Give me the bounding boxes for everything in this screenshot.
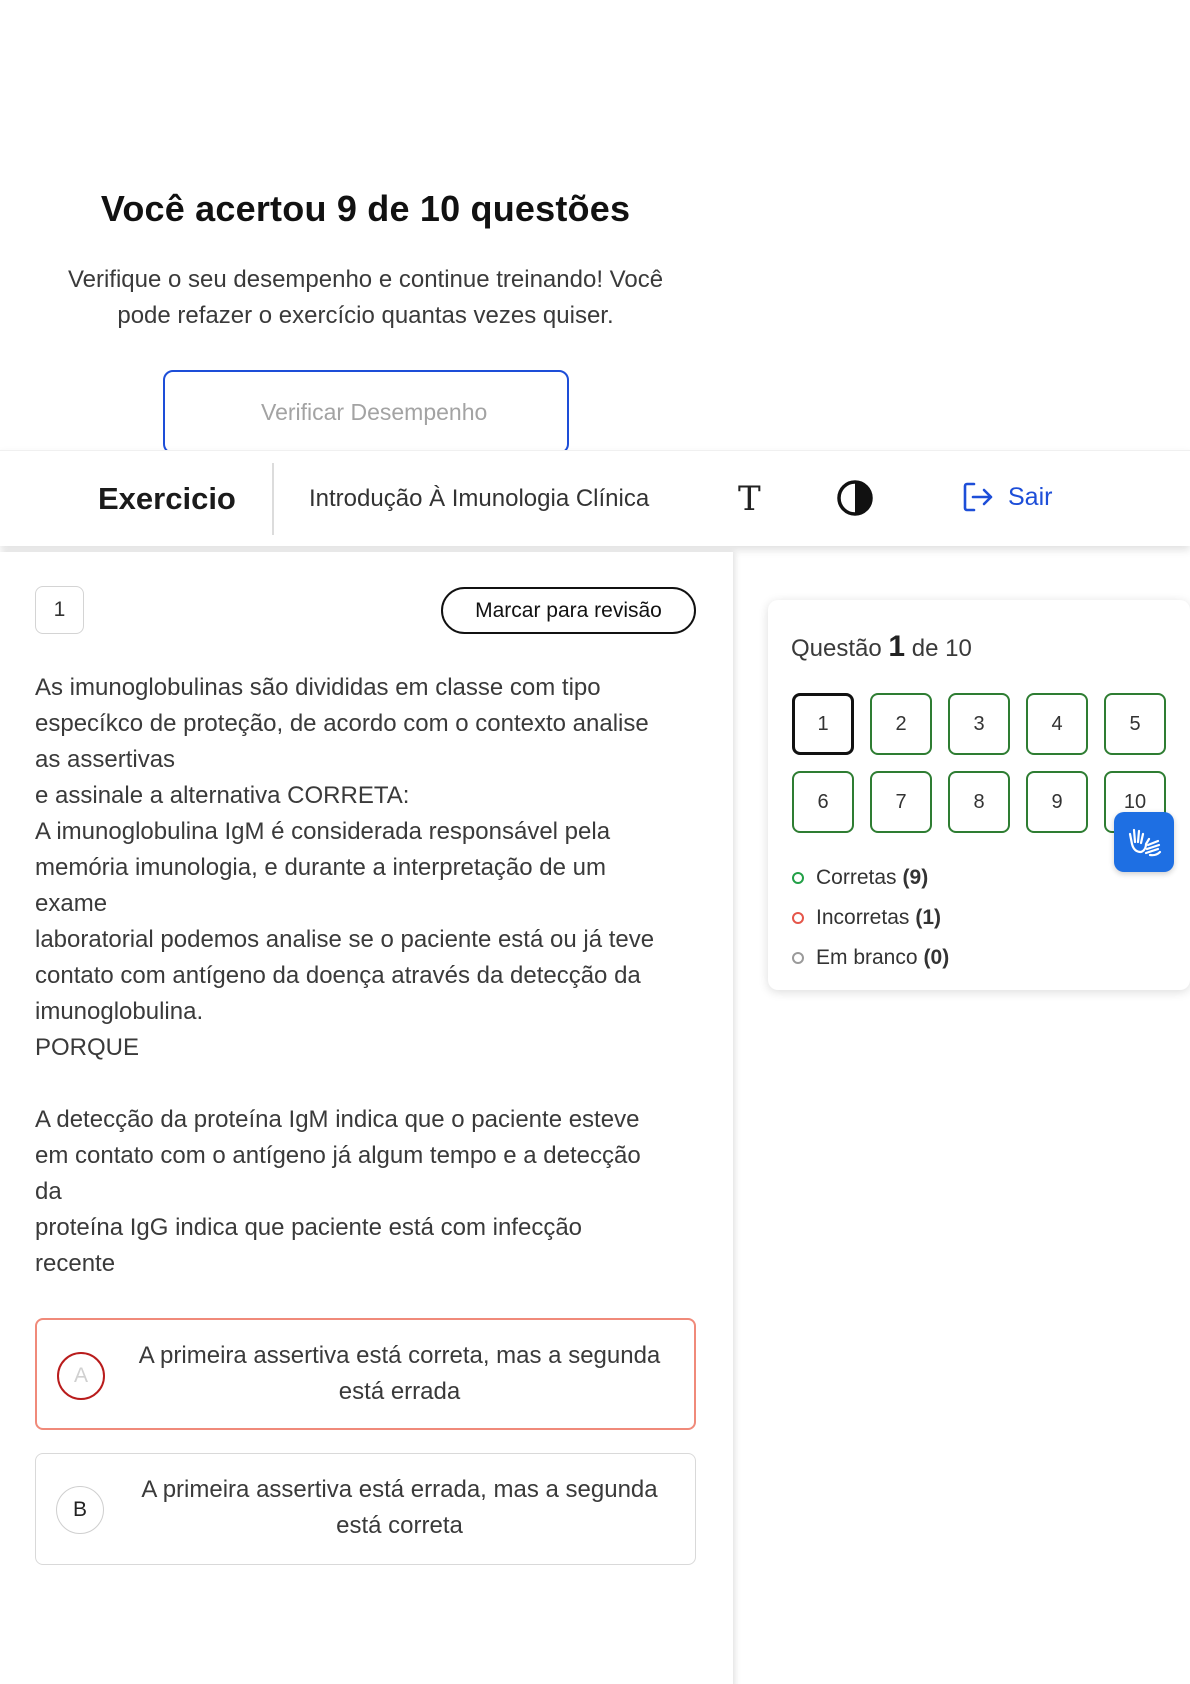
legend-label: Incorretas	[816, 906, 910, 929]
option-text-line: A primeira assertiva está correta, mas a segunda	[138, 1342, 661, 1369]
question-button-2[interactable]: 2	[870, 693, 932, 755]
question-line: recente	[35, 1250, 116, 1277]
question-line: PORQUE	[35, 1034, 140, 1061]
mark-for-review-button[interactable]: Marcar para revisão	[441, 587, 696, 634]
question-line: As imunoglobulinas são divididas em classe com tipo	[35, 674, 601, 701]
question-line: e assinale a alternativa CORRETA:	[35, 782, 410, 809]
question-line: imunoglobulina.	[35, 998, 204, 1025]
option-text	[116, 1472, 683, 1544]
question-button-3[interactable]: 3	[948, 693, 1010, 755]
legend-label: Em branco	[816, 946, 918, 969]
question-button-10[interactable]: 10	[1104, 771, 1166, 833]
question-button-9[interactable]: 9	[1026, 771, 1088, 833]
option-a[interactable]	[35, 1318, 696, 1430]
question-button-7[interactable]: 7	[870, 771, 932, 833]
legend-count: (0)	[923, 946, 950, 969]
question-number: 1	[35, 586, 84, 634]
option-text-line: está errada	[338, 1378, 461, 1405]
question-button-1[interactable]: 1	[792, 693, 854, 755]
verify-performance-button[interactable]: Verificar Desempenho	[163, 370, 569, 454]
question-line: exame	[35, 890, 108, 917]
progress-prefix: Questão	[791, 635, 882, 662]
question-progress	[791, 630, 972, 664]
option-b[interactable]	[35, 1453, 696, 1565]
brand-title: Exercicio	[98, 481, 236, 516]
top-bar	[0, 450, 1190, 546]
contrast-icon[interactable]	[836, 479, 874, 517]
question-button-8[interactable]: 8	[948, 771, 1010, 833]
question-line: contato com antígeno da doença através da detecção da	[35, 962, 641, 989]
legend	[792, 858, 949, 978]
option-text	[117, 1338, 682, 1410]
blank-dot-icon	[792, 952, 804, 964]
result-subtitle-line: Verifique o seu desempenho e continue treinando! Você	[67, 266, 664, 293]
divider	[272, 463, 274, 535]
logout-icon	[960, 479, 996, 515]
question-button-5[interactable]: 5	[1104, 693, 1166, 755]
question-line: as assertivas	[35, 746, 176, 773]
question-line: proteína IgG indica que paciente está com infecção	[35, 1214, 583, 1241]
sign-language-hands-icon	[1124, 822, 1164, 862]
progress-current: 1	[888, 630, 906, 663]
legend-label: Corretas	[816, 866, 897, 889]
question-line: laboratorial podemos analise se o paciente está ou já teve	[35, 926, 655, 953]
question-line: especíkco de proteção, de acordo com o contexto analise	[35, 710, 649, 737]
exit-label: Sair	[1008, 482, 1053, 511]
question-button-6[interactable]: 6	[792, 771, 854, 833]
question-line: A imunoglobulina IgM é considerada responsável pela	[35, 818, 611, 845]
question-panel	[0, 552, 733, 1684]
legend-blank	[792, 938, 949, 978]
question-line: da	[35, 1178, 62, 1205]
question-line: memória imunologia, e durante a interpretação de um	[35, 854, 606, 881]
question-text	[35, 670, 700, 1282]
question-navigator	[768, 600, 1190, 990]
incorrect-dot-icon	[792, 912, 804, 924]
result-title: Você acertou 9 de 10 questões	[100, 188, 631, 229]
legend-count: (1)	[915, 906, 942, 929]
exit-button[interactable]	[960, 479, 1052, 515]
result-subtitle	[40, 262, 691, 334]
question-line: A detecção da proteína IgM indica que o paciente esteve	[35, 1106, 640, 1133]
question-line: em contato com o antígeno já algum tempo e a detecção	[35, 1142, 641, 1169]
legend-incorrect	[792, 898, 949, 938]
progress-suffix: de 10	[911, 635, 972, 662]
question-grid	[792, 693, 1167, 833]
correct-dot-icon	[792, 872, 804, 884]
legend-correct	[792, 858, 949, 898]
question-button-4[interactable]: 4	[1026, 693, 1088, 755]
course-title: Introdução À Imunologia Clínica	[309, 485, 650, 512]
option-text-line: A primeira assertiva está errada, mas a segunda	[141, 1476, 658, 1503]
option-letter: A	[57, 1352, 105, 1400]
option-text-line: está correta	[336, 1512, 463, 1539]
sign-language-button[interactable]	[1114, 812, 1174, 872]
legend-count: (9)	[902, 866, 929, 889]
font-size-icon[interactable]: T	[738, 479, 761, 519]
option-letter: B	[56, 1486, 104, 1534]
question-line	[35, 1066, 700, 1102]
result-subtitle-line: pode refazer o exercício quantas vezes quiser.	[117, 302, 614, 329]
